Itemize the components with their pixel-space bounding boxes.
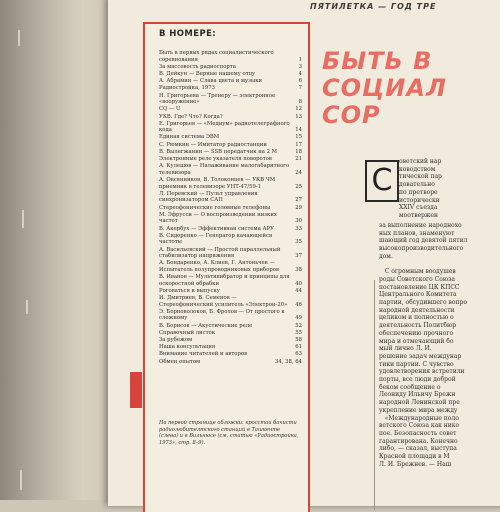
toc-item-title: В. Борисов — Акустические реле [159,322,253,329]
magazine-binding [0,0,118,500]
toc-item-title: Наша консультация [159,344,216,351]
toc-item-title: И. Дмитриев, В. Семенов — Стереофонический усилитель «Электрон-20» [159,295,288,308]
toc-item [159,309,302,322]
toc-item [159,85,302,92]
toc-item-page: 12 [295,106,302,113]
toc-item [159,156,302,163]
toc-item-title: Роговаться к выпуску [159,287,220,294]
toc-item [159,337,302,344]
toc-item-page: 40 [295,280,302,287]
toc-item [159,50,302,63]
toc-item-page: 18 [295,148,302,155]
toc-item [159,114,302,121]
toc-item [159,260,302,273]
toc-item-page: 49 [295,315,302,322]
toc-item-title: CQ — U [159,106,181,113]
toc-item-title: Электронные реле указателя поворотов [159,156,272,163]
toc-item-page: 55 [295,329,302,336]
toc-item-page: 29 [295,204,302,211]
toc-item [159,351,302,358]
toc-item [159,78,302,85]
toc-item-page: 35 [295,239,302,246]
toc-item [159,323,302,330]
toc-item-title: Стереофонические головные телефоны [159,204,271,211]
toc-item-page: 13 [295,113,302,120]
toc-item-title: Радиостройка, 1973 [159,85,216,92]
toc-item-title: С. Рюмкин — Имитатор радиостанции [159,141,267,148]
toc-item-title: А. Васильевский — Простой параллельный стабилизатор напряжения [159,246,281,260]
toc-item-title: За массовость радиоспорта [159,63,236,70]
toc-item-page: 24 [295,169,302,176]
toc-item-page: 44 [295,287,302,294]
toc-item [159,142,302,149]
binding-mark [20,470,22,490]
toc-item-title: А. Абрамин — Слава цвета и музыки [159,78,263,85]
binding-mark [26,300,28,314]
toc-item-title: В. Акербух — Эффективная система АРУ [159,225,274,232]
toc-item-page: 25 [295,183,302,190]
toc-item [159,64,302,71]
toc-item-title: Внимание читателей и авторов [159,351,248,358]
red-page-tab [130,372,142,408]
toc-item-page: 52 [295,322,302,329]
toc-item [159,93,302,106]
toc-item-page: 38 [295,266,302,273]
toc-item-page: 27 [295,197,302,204]
toc-item-title: Единая система ЭВМ [159,134,220,141]
toc-item [159,344,302,351]
toc-title: В НОМЕРЕ: [159,29,217,39]
toc-item [159,134,302,141]
toc-item-page: 34, 38, 64 [275,358,302,365]
toc-item-title: А. Овсянников, В. Толоконцев — УКВ ЧМ приемник в телевизоре УНТ-47/59-1 [159,177,276,190]
toc-item-title: В. Вылегжанин — SSB передатчик на 2 М [159,148,278,155]
toc-item [159,106,302,113]
top-strip-header: ПЯТИЛЕТКА — ГОД ТРЕ [310,2,437,11]
toc-item-title: Справочный листок [159,329,216,336]
toc-item-title: М. Эфрусси — О воспроизведении низких частот [159,211,277,225]
toc-item-title: А. Бондаренко, А. Клиев, Г. Антоньчев — Испытатель полупроводниковых приборов [159,260,279,273]
toc-item [159,233,302,246]
toc-item-title: А. Кулешов — Налаживание малогабаритного телевизора [159,163,290,176]
toc-item-page: 58 [295,336,302,343]
toc-item-page: 61 [295,344,302,351]
toc-item [159,191,302,204]
toc-item-title: Быть в первых рядах социалистического соревнования [159,50,274,63]
toc-item [159,212,302,225]
toc-item [159,288,302,295]
toc-item-page: 37 [295,253,302,260]
toc-item [159,163,302,176]
toc-item-title: В. Иванов — Мультивибратор и принципы для оскоростной обрабки [159,274,290,287]
toc-item-page: 63 [295,351,302,358]
toc-item [159,205,302,212]
toc-item-title: Обмен опытом [159,358,201,365]
toc-item-title: Э. Борноволоков, Б. Фролов — От простого к сложному [159,308,285,322]
toc-item-page: 15 [295,134,302,141]
table-of-contents [143,22,310,512]
article-headline [322,48,500,129]
toc-item-page: 3 [298,63,302,70]
binding-mark [22,210,24,228]
toc-item-page: 46 [295,301,302,308]
toc-item-page: 7 [298,85,302,92]
toc-item-page: 17 [295,141,302,148]
toc-item-title: Л. Перевский — Пульт управления синхронизатором САП [159,190,258,204]
toc-item-page: 30 [295,218,302,225]
toc-item-title: Н. Григорьева — Тренеру — электронное «вооружение» [159,92,276,106]
binding-mark [18,30,20,46]
headline-line: СОР [322,101,381,129]
toc-item-title: В. Сидоренко — Генератор качающейся частоты [159,232,273,246]
toc-item [159,295,302,308]
toc-item [159,177,302,190]
toc-item [159,71,302,78]
toc-item-page: 6 [298,78,302,85]
toc-item-page: 8 [298,99,302,106]
toc-item [159,359,302,366]
toc-item-page: 21 [295,156,302,163]
toc-list [159,50,302,366]
toc-item [159,121,302,134]
article-intro-text: оветский нар ководством тической пар довательно по претворе исторически XXIV съезда моотвержен [399,158,442,219]
article-column-text: за выполнение народнохо ных планов, знаменуют шающий год девятой пятил высокопроизводительного дом. С огромным воодушев роды Советского Союза постановление ЦК КПСС Центрального Комитета партии, обсудившего вопро народной деятельности целиком и полностью о деятельность Политбюр обеспечению прочного мира и отмечающий бо мый лично Л. И. решение задач междунар тики партии. С чувство удовлетворения встретили порты, все люди доброй беком сообщение о Леониду Ильичу Брежн народной Ленинской пре укрепление мира между «Международные поло ветского Союза как нико пое. Безопасность совет гарантирована. Конечно либо, — сказал, выступа Красной площади в М Л. И. Брежнев. — Наш [379,222,468,468]
toc-item-page: 1 [298,56,302,63]
toc-item-title: В. Дейкун — Верные нашему отцу [159,70,256,77]
article-dropcap: С [365,160,399,202]
toc-item-page: 33 [295,225,302,232]
toc-item [159,226,302,233]
toc-item [159,330,302,337]
toc-item [159,149,302,156]
toc-item-page: 14 [295,127,302,134]
toc-item-title: За рубежом [159,336,193,343]
toc-item [159,274,302,287]
toc-item-title: УКВ. Где? Что? Когда? [159,113,223,120]
headline-line: СОЦИАЛ [322,74,447,102]
toc-item [159,247,302,260]
toc-item-title: Е. Григорьев — «Медиум» радиотелеграфного кода [159,120,290,134]
toc-item-page: 4 [298,70,302,77]
headline-line: БЫТЬ В [322,47,433,75]
toc-footnote: На первой странице обложки: кросстаи бачисти радиолюбителтского станций в Ташкенте (слева) и в Вильнюсе (см. статью «Радиостройка, 1973», стр. 8–9). [159,420,299,446]
column-rule [374,280,375,510]
